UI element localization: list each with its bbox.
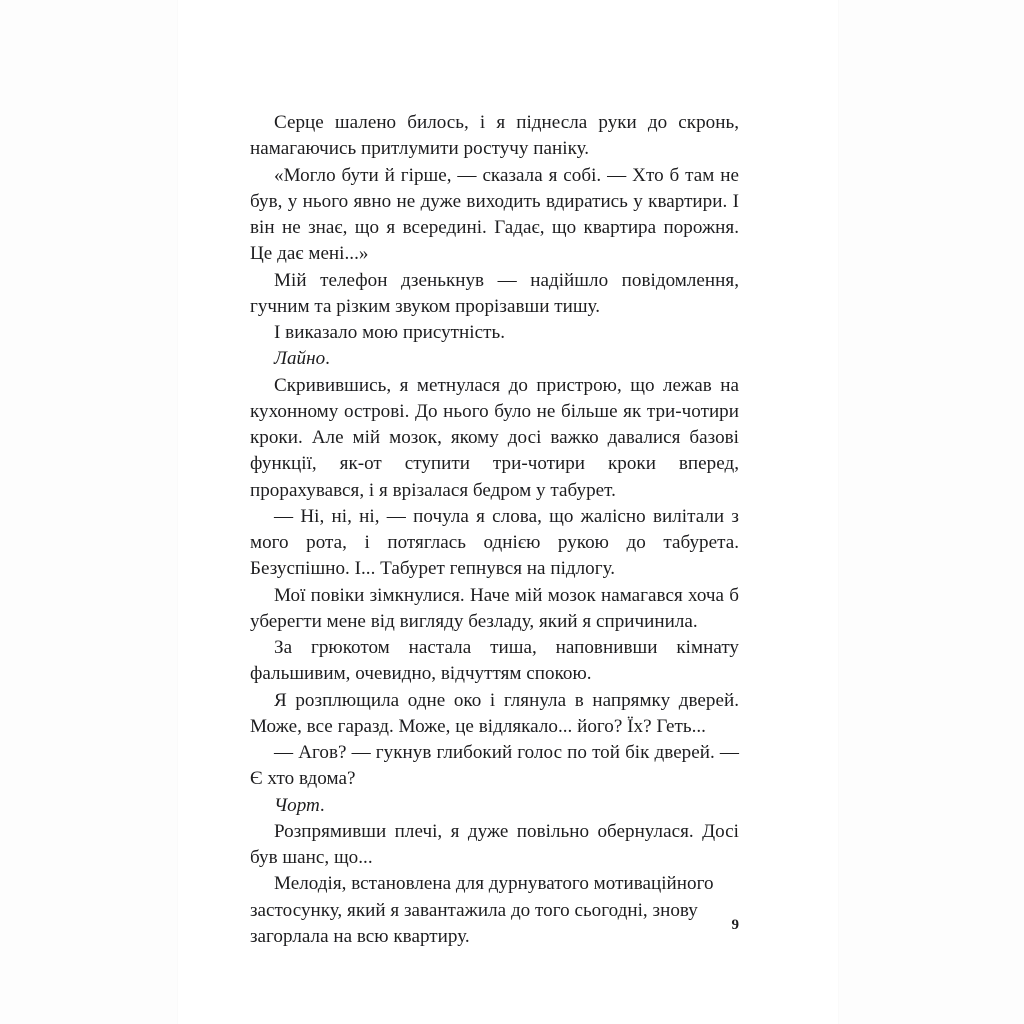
paragraph: «Могло бути й гірше, — сказала я собі. — Хто б там не був, у нього явно не дуже виходить вдиратись у квартири. І він не знає, що я всередині. Гадає, що квартира порожня. Це дає мені...»	[250, 164, 739, 265]
paragraph: Скривившись, я метнулася до пристрою, що лежав на кухонному острові. До нього було не більше як три-чотири кроки. Але мій мозок, якому досі важко давалися базові функції, як-от ступити три-чотири кроки вперед, прорахувався, і я врізалася бедром у табурет.	[250, 374, 739, 501]
paragraph: Мої повіки зімкнулися. Наче мій мозок намагався хоча б уберегти мене від вигляду безладу, який я спричинила.	[250, 584, 739, 632]
emphasis-word: Чорт	[274, 794, 320, 816]
paragraph: І виказало мою присутність.	[274, 322, 505, 343]
paragraph: Я розплющила одне око і глянула в напрямку дверей. Може, все гаразд. Може, це відлякало... його? Їх? Геть...	[250, 689, 739, 737]
emphasis-trailing-punctuation: .	[319, 794, 325, 816]
paragraph: Розпрямивши плечі, я дуже повільно обернулася. Досі був шанс, що...	[250, 820, 739, 868]
page-number: 9	[731, 917, 739, 933]
paragraph: Серце шалено билось, і я піднесла руки до скронь, намагаючись притлумити ростучу паніку.	[250, 112, 739, 160]
paragraph: — Ні, ні, ні, — почула я слова, що жалісно вилітали з мого рота, і потяглась однією рукою до табурета. Безуспішно. І... Табурет гепнувся на підлогу.	[250, 505, 739, 580]
paragraph: — Агов? — гукнув глибокий голос по той бік дверей. — Є хто вдома?	[250, 742, 739, 790]
page-text-column	[250, 110, 739, 950]
emphasis-trailing-punctuation: .	[325, 348, 330, 370]
paragraph-emphasis	[250, 346, 739, 372]
paragraph-emphasis	[250, 793, 739, 819]
emphasis-word: Лайно	[274, 348, 326, 370]
paragraph: За грюкотом настала тиша, наповнивши кімнату фальшивим, очевидно, відчуттям спокою.	[250, 637, 739, 685]
paragraph: Мій телефон дзенькнув — надійшло повідомлення, гучним та різким звуком прорізавши тишу.	[250, 269, 739, 317]
paragraph: Мелодія, встановлена для дурнуватого мотиваційного застосунку, який я завантажила до того сьогодні, знову загорлала на всю квартиру.	[250, 873, 714, 947]
